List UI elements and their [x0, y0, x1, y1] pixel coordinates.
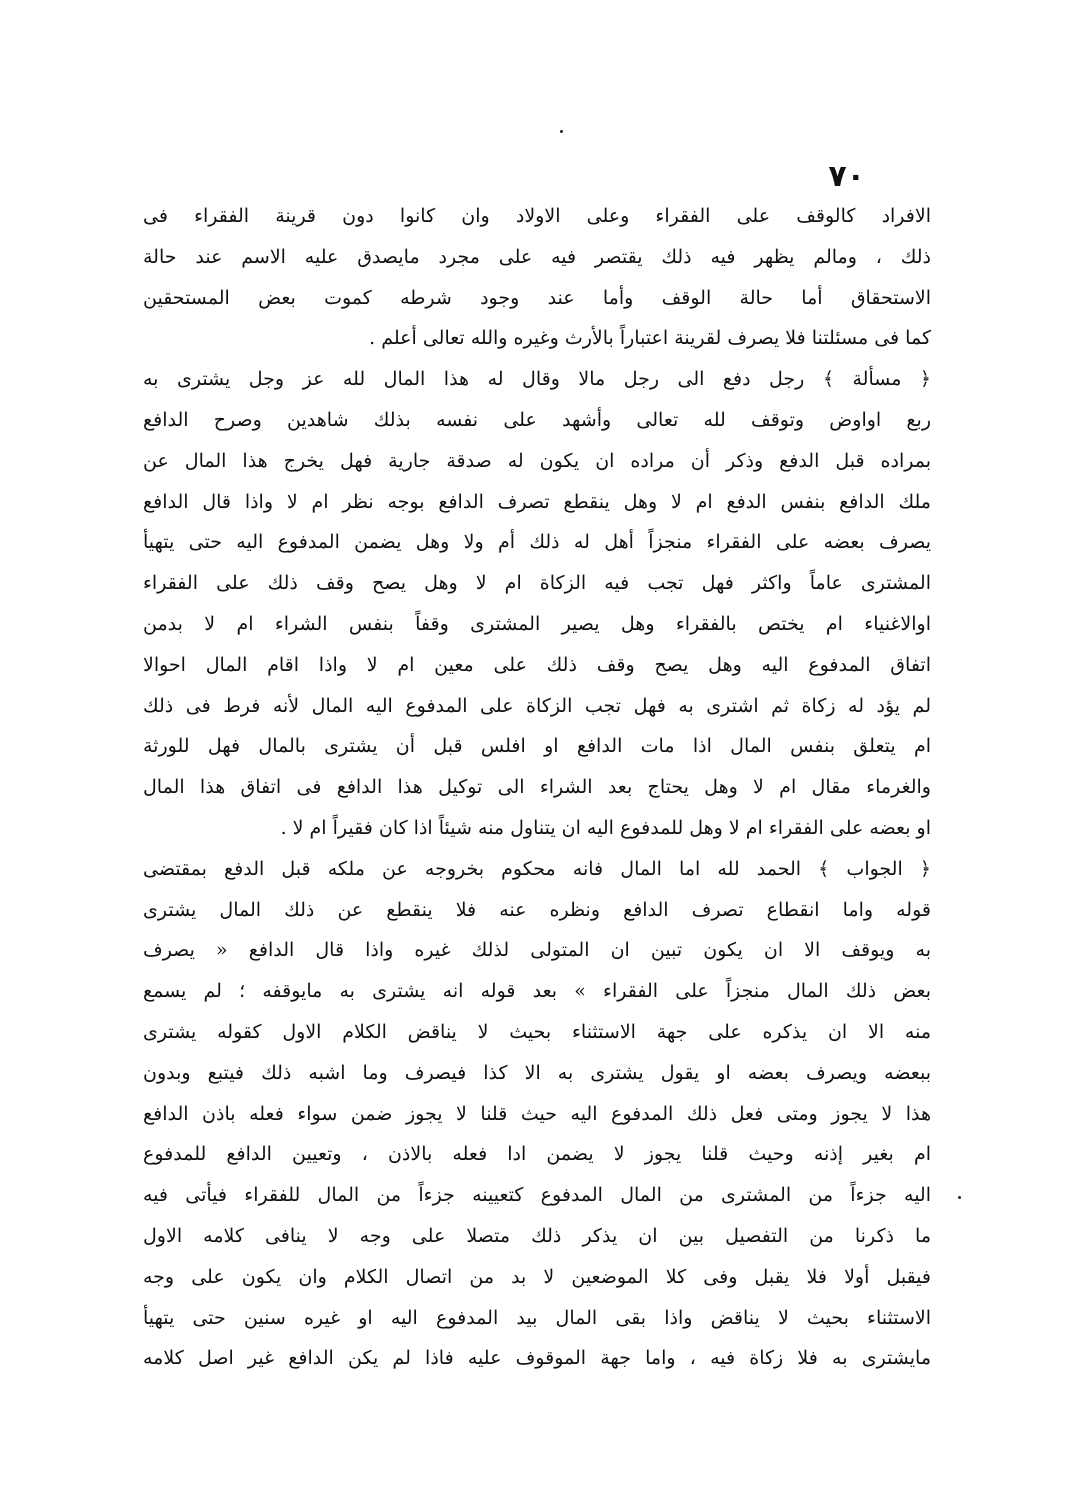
body-text — [143, 196, 931, 1379]
text-line: ببعضه ويصرف بعضه او يقول يشترى به الا كذا فيصرف وما اشبه ذلك فيتبع وبدون — [143, 1061, 931, 1084]
text-line: المشترى عاماً واكثر فهل تجب فيه الزكاة ام لا وهل يصح وقف ذلك على الفقراء — [143, 572, 931, 595]
text-line: والغرماء مقال ام لا وهل يحتاج بعد الشراء الى توكيل هذا الدافع فى اتفاق هذا المال — [143, 776, 931, 799]
text-line: اتفاق المدفوع اليه وهل يصح وقف ذلك على معين ام لا واذا اقام المال احوالا — [143, 653, 931, 676]
text-line: ربع اواوض وتوقف لله تعالى وأشهد على نفسه بذلك شاهدين وصرح الدافع — [143, 408, 931, 431]
text-line: اليه جزءاً من المشترى من المال المدفوع كتعيينه جزءاً من المال للفقراء فيأتى فيه — [143, 1184, 931, 1207]
text-line: بمراده قبل الدفع وذكر أن مراده ان يكون له صدقة جارية فهل يخرج هذا المال عن — [143, 449, 931, 472]
text-line: به ويوقف الا ان يكون تبين ان المتولى لذلك غيره واذا قال الدافع « يصرف — [143, 939, 931, 962]
text-line: ما ذكرنا من التفصيل بين ان يذكر ذلك متصلا على وجه لا ينافى كلامه الاول — [143, 1224, 931, 1247]
text-line: هذا لا يجوز ومتى فعل ذلك المدفوع اليه حيث قلنا لا يجوز ضمن سواء فعله باذن الدافع — [143, 1102, 931, 1125]
text-line: او بعضه على الفقراء ام لا وهل للمدفوع اليه ان يتناول منه شيئاً اذا كان فقيراً ام لا . — [280, 816, 931, 839]
question-heading-line: ﴿ مسألة ﴾ رجل دفع الى رجل مالا وقال له هذا المال لله عز وجل يشترى به — [143, 368, 931, 391]
text-line: الافراد كالوقف على الفقراء وعلى الاولاد وان كانوا دون قرينة الفقراء فى — [143, 205, 931, 227]
text-line: الاستحقاق أما حالة الوقف وأما عند وجود شرطه كموت بعض المستحقين — [143, 286, 931, 309]
text-line: يصرف بعضه على الفقراء منجزاً أهل له ذلك أم ولا وهل يضمن المدفوع اليه حتى يتهيأ — [143, 531, 931, 554]
text-line: قوله واما انقطاع تصرف الدافع ونظره عنه فلا ينقطع عن ذلك المال يشترى — [143, 898, 931, 921]
answer-heading-line: ﴿ الجواب ﴾ الحمد لله اما المال فانه محكوم بخروجه عن ملكه قبل الدفع بمقتضى — [143, 857, 931, 880]
page-number: ٧٠ — [828, 159, 865, 194]
scan-speck — [560, 130, 563, 133]
text-line: ذلك ، ومالم يظهر فيه ذلك يقتصر فيه على مجرد مايصدق عليه الاسم عند حالة — [143, 245, 931, 268]
text-line: ام يتعلق بنفس المال اذا مات الدافع او افلس قبل أن يشترى بالمال فهل للورثة — [143, 735, 931, 758]
text-line: مايشترى به فلا زكاة فيه ، واما جهة الموقوف عليه فاذا لم يكن الدافع غير اصل كلامه — [143, 1347, 931, 1370]
text-line: لم يؤد له زكاة ثم اشترى به فهل تجب الزكاة على المدفوع اليه المال لأنه فرط فى ذلك — [143, 694, 931, 717]
text-line: ملك الدافع بنفس الدفع ام لا وهل ينقطع تصرف الدافع بوجه نظر ام لا واذا قال الدافع — [143, 490, 931, 513]
text-line: كما فى مسئلتنا فلا يصرف لقرينة اعتباراً بالأرث وغيره والله تعالى أعلم . — [369, 327, 931, 350]
text-line: بعض ذلك المال منجزاً على الفقراء » بعد قوله انه يشترى به مايوقفه ؛ لم يسمع — [143, 980, 931, 1003]
text-line: ام بغير إذنه وحيث قلنا يجوز لا يضمن ادا فعله بالاذن ، وتعيين الدافع للمدفوع — [143, 1143, 931, 1166]
text-line: فيقبل أولا فلا يقبل وفى كلا الموضعين لا بد من اتصال الكلام وان يكون على وجه — [143, 1265, 931, 1288]
text-line: الاستثناء بحيث لا يناقض واذا بقى المال بيد المدفوع اليه او غيره سنين حتى يتهيأ — [143, 1306, 931, 1329]
text-line: منه الا ان يذكره على جهة الاستثناء بحيث لا يناقض الكلام الاول كقوله يشترى — [143, 1020, 931, 1043]
scan-speck — [958, 1196, 961, 1199]
text-line: اوالاغنياء ام يختص بالفقراء وهل يصير المشترى وقفاً بنفس الشراء ام لا بدمن — [143, 612, 931, 635]
